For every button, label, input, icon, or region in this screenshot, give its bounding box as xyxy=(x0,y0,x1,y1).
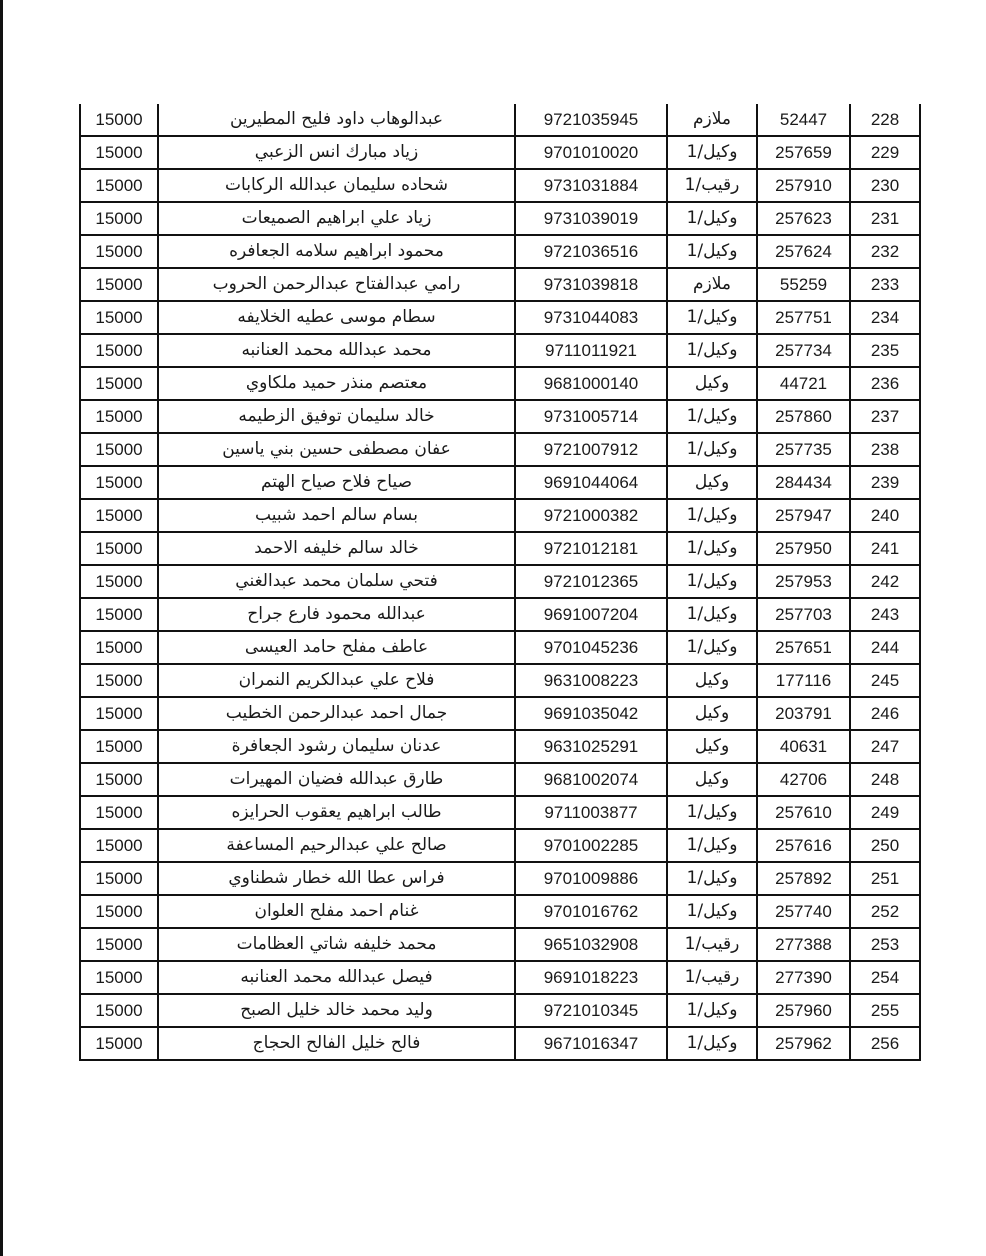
name-cell: صالح علي عبدالرحيم المساعفة xyxy=(158,829,515,862)
rank-cell: وكيل/1 xyxy=(667,202,757,235)
table-row xyxy=(80,664,920,697)
rank-cell: وكيل xyxy=(667,763,757,796)
national-id-cell: 9711011921 xyxy=(515,334,667,367)
sequence-cell: 255 xyxy=(850,994,920,1027)
table-row xyxy=(80,235,920,268)
rank-cell: وكيل/1 xyxy=(667,895,757,928)
sequence-cell: 228 xyxy=(850,104,920,136)
amount-cell: 15000 xyxy=(80,367,158,400)
rank-cell: وكيل xyxy=(667,664,757,697)
amount-cell: 15000 xyxy=(80,631,158,664)
sequence-cell: 251 xyxy=(850,862,920,895)
sequence-cell: 233 xyxy=(850,268,920,301)
rank-cell: وكيل/1 xyxy=(667,829,757,862)
rank-cell: وكيل/1 xyxy=(667,433,757,466)
table-row xyxy=(80,796,920,829)
rank-cell: رقيب/1 xyxy=(667,928,757,961)
rank-cell: وكيل/1 xyxy=(667,400,757,433)
rank-cell: وكيل/1 xyxy=(667,598,757,631)
name-cell: عبدالله محمود فارع جراح xyxy=(158,598,515,631)
amount-cell: 15000 xyxy=(80,664,158,697)
military-number-cell: 257950 xyxy=(757,532,850,565)
sequence-cell: 240 xyxy=(850,499,920,532)
sequence-cell: 231 xyxy=(850,202,920,235)
amount-cell: 15000 xyxy=(80,169,158,202)
national-id-cell: 9701009886 xyxy=(515,862,667,895)
military-number-cell: 257953 xyxy=(757,565,850,598)
rank-cell: وكيل/1 xyxy=(667,235,757,268)
military-number-cell: 257962 xyxy=(757,1027,850,1060)
table-row xyxy=(80,136,920,169)
national-id-cell: 9721036516 xyxy=(515,235,667,268)
name-cell: وليد محمد خالد خليل الصبح xyxy=(158,994,515,1027)
national-id-cell: 9681002074 xyxy=(515,763,667,796)
amount-cell: 15000 xyxy=(80,730,158,763)
amount-cell: 15000 xyxy=(80,235,158,268)
amount-cell: 15000 xyxy=(80,862,158,895)
table-row xyxy=(80,334,920,367)
amount-cell: 15000 xyxy=(80,697,158,730)
name-cell: عاطف مفلح حامد العيسى xyxy=(158,631,515,664)
amount-cell: 15000 xyxy=(80,565,158,598)
name-cell: غنام احمد مفلح العلوان xyxy=(158,895,515,928)
amount-cell: 15000 xyxy=(80,268,158,301)
name-cell: طالب ابراهيم يعقوب الحرايزه xyxy=(158,796,515,829)
amount-cell: 15000 xyxy=(80,895,158,928)
national-id-cell: 9671016347 xyxy=(515,1027,667,1060)
sequence-cell: 244 xyxy=(850,631,920,664)
sequence-cell: 245 xyxy=(850,664,920,697)
national-id-cell: 9631025291 xyxy=(515,730,667,763)
sequence-cell: 238 xyxy=(850,433,920,466)
table-row xyxy=(80,730,920,763)
rank-cell: وكيل xyxy=(667,466,757,499)
national-id-cell: 9731044083 xyxy=(515,301,667,334)
sequence-cell: 256 xyxy=(850,1027,920,1060)
military-number-cell: 257623 xyxy=(757,202,850,235)
name-cell: فراس عطا الله خطار شطناوي xyxy=(158,862,515,895)
military-number-cell: 257947 xyxy=(757,499,850,532)
military-number-cell: 55259 xyxy=(757,268,850,301)
name-cell: فلاح علي عبدالكريم النمران xyxy=(158,664,515,697)
rank-cell: ملازم xyxy=(667,268,757,301)
sequence-cell: 250 xyxy=(850,829,920,862)
military-number-cell: 257624 xyxy=(757,235,850,268)
sequence-cell: 234 xyxy=(850,301,920,334)
rank-cell: رقيب/1 xyxy=(667,961,757,994)
rank-cell: وكيل/1 xyxy=(667,565,757,598)
table-row xyxy=(80,565,920,598)
amount-cell: 15000 xyxy=(80,334,158,367)
military-number-cell: 257960 xyxy=(757,994,850,1027)
military-number-cell: 42706 xyxy=(757,763,850,796)
military-number-cell: 277390 xyxy=(757,961,850,994)
military-number-cell: 284434 xyxy=(757,466,850,499)
national-id-cell: 9721010345 xyxy=(515,994,667,1027)
national-id-cell: 9701002285 xyxy=(515,829,667,862)
rank-cell: وكيل xyxy=(667,697,757,730)
national-id-cell: 9681000140 xyxy=(515,367,667,400)
name-cell: فيصل عبدالله محمد العنانبه xyxy=(158,961,515,994)
sequence-cell: 246 xyxy=(850,697,920,730)
rank-cell: وكيل/1 xyxy=(667,499,757,532)
table-row xyxy=(80,895,920,928)
sequence-cell: 237 xyxy=(850,400,920,433)
amount-cell: 15000 xyxy=(80,598,158,631)
military-number-cell: 257751 xyxy=(757,301,850,334)
amount-cell: 15000 xyxy=(80,928,158,961)
table-row xyxy=(80,499,920,532)
table-row xyxy=(80,466,920,499)
table-row xyxy=(80,598,920,631)
amount-cell: 15000 xyxy=(80,202,158,235)
page-left-edge xyxy=(0,0,3,1256)
rank-cell: وكيل/1 xyxy=(667,994,757,1027)
amount-cell: 15000 xyxy=(80,796,158,829)
military-number-cell: 40631 xyxy=(757,730,850,763)
name-cell: بسام سالم احمد شبيب xyxy=(158,499,515,532)
table-row xyxy=(80,268,920,301)
amount-cell: 15000 xyxy=(80,104,158,136)
sequence-cell: 242 xyxy=(850,565,920,598)
name-cell: فتحي سلمان محمد عبدالغني xyxy=(158,565,515,598)
table-row xyxy=(80,862,920,895)
name-cell: شحاده سليمان عبدالله الركابات xyxy=(158,169,515,202)
national-id-cell: 9731039019 xyxy=(515,202,667,235)
sequence-cell: 241 xyxy=(850,532,920,565)
military-number-cell: 257740 xyxy=(757,895,850,928)
national-id-cell: 9691044064 xyxy=(515,466,667,499)
amount-cell: 15000 xyxy=(80,433,158,466)
sequence-cell: 229 xyxy=(850,136,920,169)
name-cell: محمود ابراهيم سلامه الجعافره xyxy=(158,235,515,268)
sequence-cell: 254 xyxy=(850,961,920,994)
table-row xyxy=(80,367,920,400)
military-number-cell: 257651 xyxy=(757,631,850,664)
rank-cell: وكيل/1 xyxy=(667,631,757,664)
amount-cell: 15000 xyxy=(80,532,158,565)
name-cell: رامي عبدالفتاح عبدالرحمن الحروب xyxy=(158,268,515,301)
rank-cell: وكيل/1 xyxy=(667,136,757,169)
military-number-cell: 257616 xyxy=(757,829,850,862)
name-cell: محمد عبدالله محمد العنانبه xyxy=(158,334,515,367)
table-row xyxy=(80,433,920,466)
table-row xyxy=(80,202,920,235)
rank-cell: وكيل xyxy=(667,730,757,763)
military-number-cell: 177116 xyxy=(757,664,850,697)
rank-cell: وكيل/1 xyxy=(667,301,757,334)
table-row xyxy=(80,763,920,796)
name-cell: معتصم منذر حميد ملكاوي xyxy=(158,367,515,400)
national-id-cell: 9721000382 xyxy=(515,499,667,532)
military-number-cell: 257659 xyxy=(757,136,850,169)
amount-cell: 15000 xyxy=(80,136,158,169)
table-row xyxy=(80,829,920,862)
name-cell: طارق عبدالله فضيان المهيرات xyxy=(158,763,515,796)
national-id-cell: 9721012365 xyxy=(515,565,667,598)
military-number-cell: 257735 xyxy=(757,433,850,466)
name-cell: سطام موسى عطيه الخلايفه xyxy=(158,301,515,334)
sequence-cell: 253 xyxy=(850,928,920,961)
national-id-cell: 9721012181 xyxy=(515,532,667,565)
national-id-cell: 9731005714 xyxy=(515,400,667,433)
national-id-cell: 9711003877 xyxy=(515,796,667,829)
table-row xyxy=(80,532,920,565)
amount-cell: 15000 xyxy=(80,400,158,433)
military-number-cell: 203791 xyxy=(757,697,850,730)
sequence-cell: 249 xyxy=(850,796,920,829)
national-id-cell: 9691035042 xyxy=(515,697,667,730)
national-id-cell: 9721035945 xyxy=(515,104,667,136)
national-id-cell: 9701045236 xyxy=(515,631,667,664)
rank-cell: وكيل/1 xyxy=(667,334,757,367)
table-row xyxy=(80,928,920,961)
national-id-cell: 9691007204 xyxy=(515,598,667,631)
sequence-cell: 236 xyxy=(850,367,920,400)
roster-table-body xyxy=(80,104,920,1060)
sequence-cell: 252 xyxy=(850,895,920,928)
amount-cell: 15000 xyxy=(80,301,158,334)
amount-cell: 15000 xyxy=(80,961,158,994)
sequence-cell: 235 xyxy=(850,334,920,367)
military-number-cell: 257734 xyxy=(757,334,850,367)
sequence-cell: 230 xyxy=(850,169,920,202)
national-id-cell: 9691018223 xyxy=(515,961,667,994)
military-number-cell: 277388 xyxy=(757,928,850,961)
rank-cell: وكيل/1 xyxy=(667,862,757,895)
table-row xyxy=(80,994,920,1027)
name-cell: عدنان سليمان رشود الجعافرة xyxy=(158,730,515,763)
national-id-cell: 9731031884 xyxy=(515,169,667,202)
table-row xyxy=(80,400,920,433)
national-id-cell: 9701010020 xyxy=(515,136,667,169)
military-number-cell: 44721 xyxy=(757,367,850,400)
name-cell: زياد علي ابراهيم الصميعات xyxy=(158,202,515,235)
name-cell: عبدالوهاب داود فليح المطيرين xyxy=(158,104,515,136)
amount-cell: 15000 xyxy=(80,466,158,499)
military-number-cell: 257892 xyxy=(757,862,850,895)
amount-cell: 15000 xyxy=(80,829,158,862)
table-row xyxy=(80,104,920,136)
sequence-cell: 243 xyxy=(850,598,920,631)
table-row xyxy=(80,631,920,664)
rank-cell: رقيب/1 xyxy=(667,169,757,202)
amount-cell: 15000 xyxy=(80,1027,158,1060)
amount-cell: 15000 xyxy=(80,763,158,796)
sequence-cell: 239 xyxy=(850,466,920,499)
name-cell: فالح خليل الفالح الحجاج xyxy=(158,1027,515,1060)
national-id-cell: 9651032908 xyxy=(515,928,667,961)
military-number-cell: 257860 xyxy=(757,400,850,433)
national-id-cell: 9631008223 xyxy=(515,664,667,697)
name-cell: خالد سليمان توفيق الزطيمه xyxy=(158,400,515,433)
military-number-cell: 257703 xyxy=(757,598,850,631)
table-row xyxy=(80,1027,920,1060)
name-cell: خالد سالم خليفه الاحمد xyxy=(158,532,515,565)
name-cell: زياد مبارك انس الزعبي xyxy=(158,136,515,169)
rank-cell: وكيل/1 xyxy=(667,796,757,829)
sequence-cell: 232 xyxy=(850,235,920,268)
rank-cell: وكيل/1 xyxy=(667,1027,757,1060)
rank-cell: وكيل/1 xyxy=(667,532,757,565)
table-row xyxy=(80,301,920,334)
roster-table xyxy=(79,104,921,1061)
table-row xyxy=(80,697,920,730)
sequence-cell: 248 xyxy=(850,763,920,796)
national-id-cell: 9701016762 xyxy=(515,895,667,928)
amount-cell: 15000 xyxy=(80,499,158,532)
military-number-cell: 257610 xyxy=(757,796,850,829)
name-cell: محمد خليفه شاتي العظامات xyxy=(158,928,515,961)
amount-cell: 15000 xyxy=(80,994,158,1027)
table-row xyxy=(80,169,920,202)
name-cell: جمال احمد عبدالرحمن الخطيب xyxy=(158,697,515,730)
name-cell: عفان مصطفى حسين بني ياسين xyxy=(158,433,515,466)
national-id-cell: 9731039818 xyxy=(515,268,667,301)
table-row xyxy=(80,961,920,994)
rank-cell: ملازم xyxy=(667,104,757,136)
name-cell: صياح فلاح صياح الهتم xyxy=(158,466,515,499)
rank-cell: وكيل xyxy=(667,367,757,400)
national-id-cell: 9721007912 xyxy=(515,433,667,466)
military-number-cell: 52447 xyxy=(757,104,850,136)
military-number-cell: 257910 xyxy=(757,169,850,202)
sequence-cell: 247 xyxy=(850,730,920,763)
